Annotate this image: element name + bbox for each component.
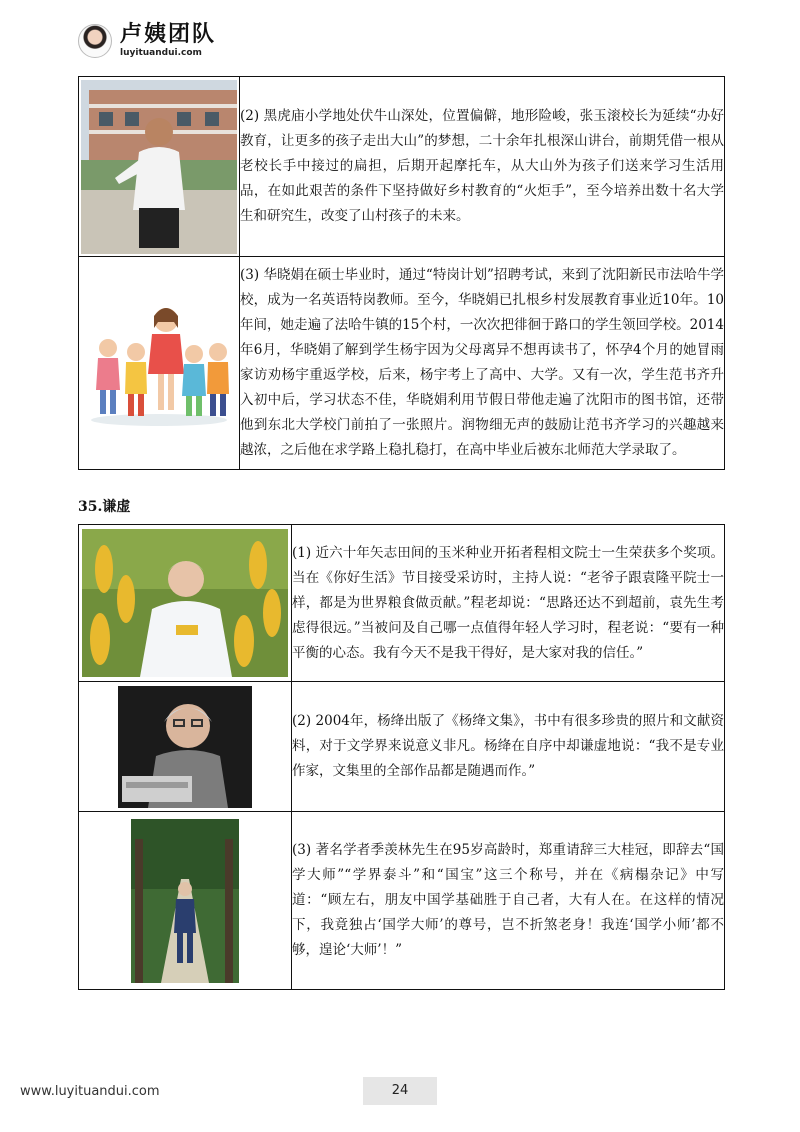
table-row xyxy=(79,682,725,812)
school-headmaster-photo xyxy=(81,80,237,254)
example-text: (3) 华晓娟在硕士毕业时，通过“特岗计划”招聘考试，来到了沈阳新民市法哈牛学校，成为一名英语特岗教师。至今，华晓娟已扎根乡村发展教育事业近10年。10年间，她走遍了法哈牛镇的15个村，一次次把徘徊于路口的学生领回学校。2014年6月，华晓娟了解到学生杨宇因为父母离异不想再读书了，怀孕4个月的她冒雨家访劝杨宇重返学校，后来，杨宇考上了高中、大学。又有一次，学生范书齐升入初中后，学习状态不佳，华晓娟利用节假日带他走遍了沈阳市的图书馆，还带他到东北大学校门前拍了一张照片。润物细无声的鼓励让范书齐学习的兴趣越来越浓，之后他在求学路上稳扎稳打，在高中毕业后被东北师范大学录取了。 xyxy=(240,257,725,470)
example-text: (1) 近六十年矢志田间的玉米种业开拓者程相文院士一生荣获多个奖项。当在《你好生活》节目接受采访时，主持人说：“老爷子跟袁隆平院士一样，都是为世界粮食做贡献。”程老却说：“思路还达不到超前，袁先生考虑得很远。”当被问及自己哪一点值得年轻人学习时，程老说：“要有一种平衡的心态。我有今天不是我干得好，是大家对我的信任。” xyxy=(292,525,725,682)
page-number: 24 xyxy=(363,1077,437,1105)
example-text: (3) 著名学者季羡林先生在95岁高龄时，郑重请辞三大桂冠，即辞去“国学大师”“学界泰斗”和“国宝”这三个称号，并在《病榻杂记》中写道：“顾左右，朋友中国学基础胜于自己者，大有人在。在这样的情况下，我竟独占‘国学大师’的尊号，岂不折煞老身！我连‘国学小师’都不够，遑论‘大师’！” xyxy=(292,812,725,990)
table-row xyxy=(79,812,725,990)
examples-table-2 xyxy=(78,524,725,990)
scholar-walking-on-tree-path-photo xyxy=(131,819,239,983)
brand-name: 卢姨团队 xyxy=(120,22,217,47)
brand-logo xyxy=(78,24,216,58)
person-portrait-icon xyxy=(78,24,112,58)
table-row xyxy=(79,257,725,470)
brand-url: luyituandui.com xyxy=(120,48,202,58)
example-text: (2) 2004年，杨绛出版了《杨绛文集》，书中有很多珍贵的照片和文献资料，对于文学界来说意义非凡。杨绛在自序中却谦虚地说：“我不是专业作家，文集里的全部作品都是随遇而作。” xyxy=(292,682,725,812)
table-row xyxy=(79,77,725,257)
examples-table-1 xyxy=(78,76,725,470)
teacher-and-children-illustration xyxy=(84,298,234,428)
section-heading: 35.谦虚 xyxy=(78,499,131,515)
example-text: (2) 黑虎庙小学地处伏牛山深处，位置偏僻，地形险峻，张玉滚校长为延续“办好教育，让更多的孩子走出大山”的梦想，二十余年扎根深山讲台，前期凭借一根从老校长手中接过的扁担，后期开起摩托车，从大山外为孩子们送来学习生活用品，在如此艰苦的条件下坚持做好乡村教育的“火炬手”，至今培养出数十名大学生和研究生，改变了山村孩子的未来。 xyxy=(240,77,725,257)
table-row xyxy=(79,525,725,682)
writer-at-typewriter-photo xyxy=(118,686,252,808)
footer-url: www.luyituandui.com xyxy=(20,1084,160,1099)
scientist-in-corn-field-photo xyxy=(82,529,288,677)
